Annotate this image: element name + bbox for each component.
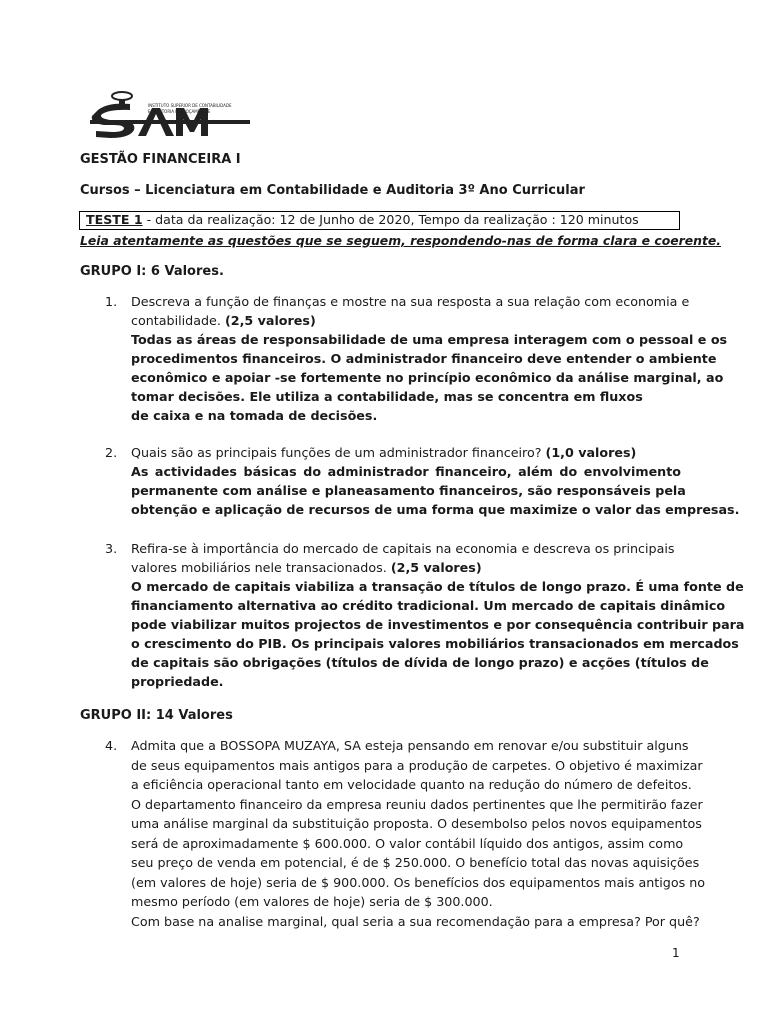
- test-info-box: [79, 211, 680, 230]
- answer-line: financiamento alternativa ao crédito tradicional. Um mercado de capitais dinâmico: [131, 598, 726, 613]
- instruction-text: Leia atentamente as questões que se seguem, respondendo-nas de forma clara e coerente.: [80, 233, 721, 248]
- question-text-line: Admita que a BOSSOPA MUZAYA, SA esteja pensando em renovar e/ou substituir alguns: [131, 738, 689, 753]
- question-text-line: de seus equipamentos mais antigos para a produção de carpetes. O objetivo é maximizar: [131, 757, 703, 773]
- answer-line: o crescimento do PIB. Os principais valores mobiliários transacionados em mercados: [131, 636, 739, 651]
- question-text-line: contabilidade. (2,5 valores): [131, 313, 316, 328]
- question-text-line: Refira-se à importância do mercado de capitais na economia e descreva os principais: [131, 541, 675, 556]
- answer-line: de caixa e na tomada de decisões.: [131, 408, 378, 423]
- answer-line: de capitais são obrigações (títulos de dívida de longo prazo) e acções (títulos de: [131, 655, 709, 670]
- question-text-line: Quais são as principais funções de um administrador financeiro? (1,0 valores): [131, 445, 637, 460]
- question-text-line: (em valores de hoje) seria de $ 900.000. Os benefícios dos equipamentos mais antigos no: [131, 874, 706, 890]
- test-details: - data da realização: 12 de Junho de 2020, Tempo da realização : 120 minutos: [142, 212, 639, 227]
- question-text-line: Descreva a função de finanças e mostre na sua resposta a sua relação com economia e: [131, 294, 690, 309]
- question-number: 4.: [105, 738, 118, 753]
- answer-line: Todas as áreas de responsabilidade de uma empresa interagem com o pessoal e os: [131, 332, 728, 347]
- answer-line: pode viabilizar muitos projectos de investimentos e por consequência contribuir para: [131, 617, 745, 632]
- test-label: TESTE 1: [86, 212, 143, 227]
- answer-line: propriedade.: [131, 674, 224, 689]
- question-text-line: valores mobiliários nele transacionados. (2,5 valores): [131, 560, 482, 575]
- question-points: (2,5 valores): [224, 313, 316, 328]
- answer-line: tomar decisões. Ele utiliza a contabilidade, mas se concentra em fluxos: [131, 389, 643, 404]
- question-text-line: mesmo período (em valores de hoje) seria de $ 300.000.: [131, 894, 493, 909]
- course-line: Cursos – Licenciatura em Contabilidade e Auditoria 3º Ano Curricular: [80, 183, 585, 198]
- question-text-line: O departamento financeiro da empresa reuniu dados pertinentes que lhe permitirão fazer: [131, 796, 703, 812]
- question-text-line: uma análise marginal da substituição proposta. O desembolso pelos novos equipamentos: [131, 816, 702, 831]
- answer-line: permanente com análise e planeasamento financeiros, são responsáveis pela: [131, 483, 686, 498]
- question-points: (2,5 valores): [390, 560, 482, 575]
- logo-subtitle-1: INSTITUTO SUPERIOR DE CONTABILIDADE: [148, 103, 232, 108]
- page-number: 1: [672, 946, 680, 960]
- question-points: (1,0 valores): [545, 445, 637, 460]
- question-text-line: será de aproximadamente $ 600.000. O valor contábil líquido dos antigos, assim como: [131, 835, 684, 851]
- logo-brand: ISCAM: [90, 90, 94, 91]
- question-number: 2.: [105, 445, 118, 460]
- iscam-logo: [90, 90, 280, 142]
- question-text-line: a eficiência operacional tanto em velocidade quanto na redução do número de defeitos.: [131, 777, 692, 792]
- answer-line: O mercado de capitais viabiliza a transação de títulos de longo prazo. É uma fonte de: [131, 579, 744, 594]
- question-text-line: Com base na analise marginal, qual seria a sua recomendação para a empresa? Por quê?: [131, 913, 700, 929]
- group-2-title: GRUPO II: 14 Valores: [80, 708, 233, 723]
- answer-line: procedimentos financeiros. O administrador financeiro deve entender o ambiente: [131, 351, 717, 366]
- question-number: 3.: [105, 541, 118, 556]
- answer-line: As actividades básicas do administrador financeiro, além do envolvimento: [131, 464, 681, 479]
- subject-title: GESTÃO FINANCEIRA I: [80, 152, 241, 167]
- answer-line: econômico e apoiar -se fortemente no princípio econômico da análise marginal, ao: [131, 370, 724, 385]
- group-1-title: GRUPO I: 6 Valores.: [80, 264, 224, 279]
- logo-subtitle-2: E AUDITORIA DE MOÇAMBIQUE: [148, 109, 211, 114]
- question-number: 1.: [105, 294, 118, 309]
- answer-line: obtenção e aplicação de recursos de uma forma que maximize o valor das empresas.: [131, 502, 740, 517]
- question-text-line: seu preço de venda em potencial, é de $ 250.000. O benefício total das novas aquisições: [131, 855, 700, 870]
